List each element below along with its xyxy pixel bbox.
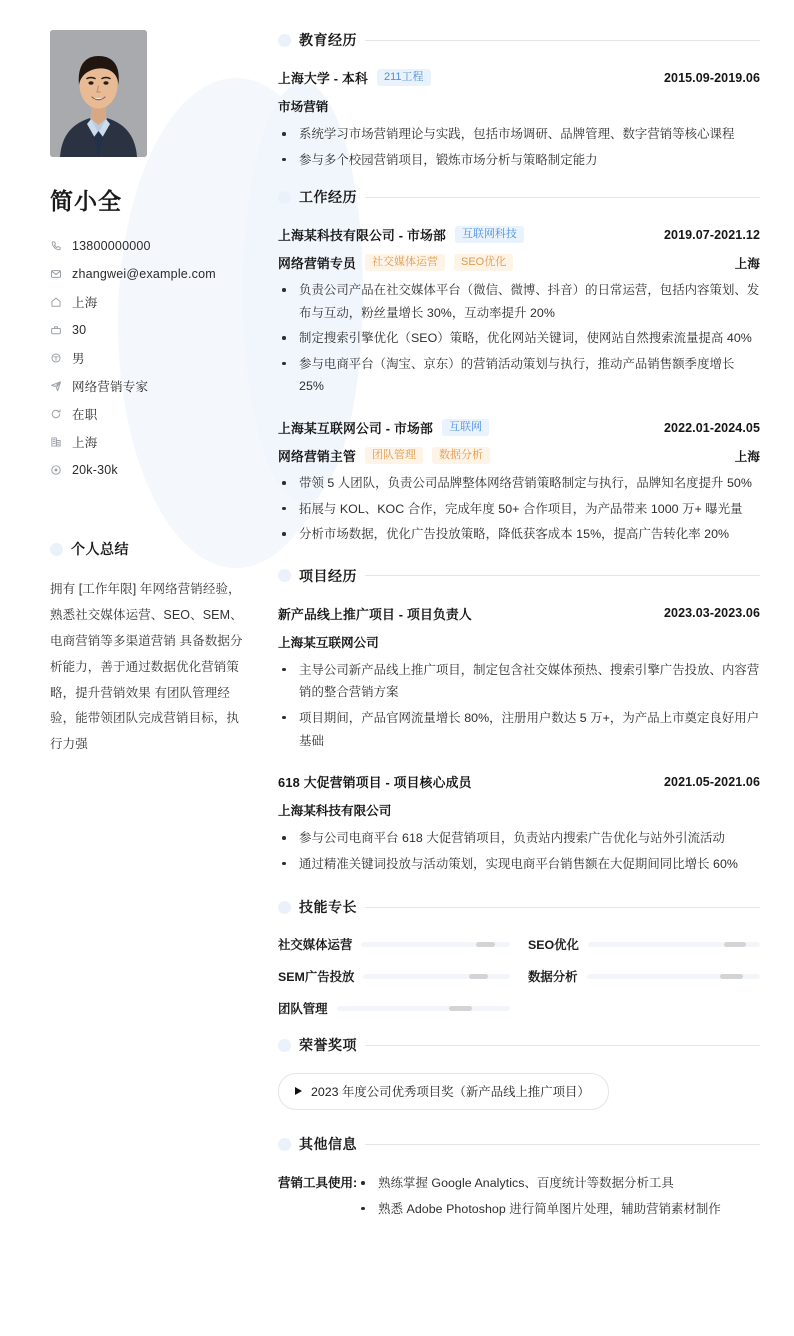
section-divider [365, 575, 760, 576]
skill-progress-fill [449, 1006, 472, 1011]
skill-label: SEM广告投放 [278, 970, 355, 985]
skill-row [528, 935, 760, 953]
work-section [278, 187, 760, 546]
project-date-range: 2021.05-2021.06 [663, 774, 760, 789]
skill-progress-track [588, 942, 760, 947]
project-company: 上海某科技有限公司 [278, 804, 392, 819]
page-title: 简小全 [50, 188, 122, 214]
contact-value: 13800000000 [72, 239, 151, 253]
contact-value: 上海 [72, 436, 98, 450]
entry-role-row [278, 446, 760, 465]
section-dot-icon [278, 1138, 291, 1151]
company-name: 上海某科技有限公司 - 市场部 [278, 228, 446, 244]
honor-label: 2023 年度公司优秀项目奖（新产品线上推广项目） [311, 1085, 590, 1100]
honor-item[interactable] [278, 1073, 609, 1110]
list-item: 参与电商平台（淘宝、京东）的营销活动策划与执行，推动产品销售额季度增长 25% [278, 353, 760, 398]
project-name: 618 大促营销项目 - 项目核心成员 [278, 775, 472, 791]
skill-tag: 团队管理 [365, 447, 423, 465]
education-tag: 211工程 [377, 69, 431, 87]
section-dot-icon [278, 901, 291, 914]
contact-phone[interactable] [50, 232, 246, 260]
building-icon [50, 436, 68, 448]
contact-age [50, 316, 246, 344]
work-section-header [278, 187, 760, 207]
list-item: 分析市场数据，优化广告投放策略，降低获客成本 15%，提高广告转化率 20% [278, 523, 760, 546]
contact-value: 网络营销专家 [72, 380, 149, 394]
education-section-header [278, 30, 760, 50]
work-section-title: 工作经历 [299, 189, 357, 206]
list-item: 通过精准关键词投放与活动策划，实现电商平台销售额在大促期间同比增长 60% [278, 853, 760, 876]
honors-section-title: 荣誉奖项 [299, 1037, 357, 1054]
project-section-title: 项目经历 [299, 567, 357, 584]
job-title: 网络营销主管 [278, 449, 356, 465]
project-name: 新产品线上推广项目 - 项目负责人 [278, 606, 472, 622]
section-divider [365, 40, 760, 41]
other-group-label: 营销工具使用: [278, 1176, 358, 1191]
section-dot-icon [278, 1039, 291, 1052]
summary-section-title: 个人总结 [71, 541, 129, 557]
list-item: 熟悉 Adobe Photoshop 进行简单图片处理，辅助营销素材制作 [357, 1198, 760, 1221]
list-item: 系统学习市场营销理论与实践，包括市场调研、品牌管理、数字营销等核心课程 [278, 123, 760, 146]
skill-progress-fill [476, 942, 495, 947]
contact-salary [50, 456, 246, 484]
contact-value: 上海 [72, 296, 98, 310]
industry-tag: 互联网 [442, 419, 489, 437]
mail-icon [50, 268, 68, 280]
list-item: 熟练掌握 Google Analytics、百度统计等数据分析工具 [357, 1172, 760, 1195]
contact-position [50, 372, 246, 400]
contact-value: 在职 [72, 408, 98, 422]
entry-header-row [278, 772, 760, 791]
section-dot-icon [50, 543, 63, 556]
project-section-header [278, 566, 760, 586]
work-bullets [278, 472, 760, 546]
skill-progress-fill [720, 974, 743, 979]
work-date-range: 2019.07-2021.12 [663, 227, 760, 242]
entry-header-row [278, 604, 760, 623]
skill-row [278, 935, 510, 953]
skill-row [528, 967, 760, 985]
entry-header-row [278, 68, 760, 87]
other-section-title: 其他信息 [299, 1136, 357, 1153]
skill-label: 团队管理 [278, 1002, 328, 1017]
skill-progress-fill [724, 942, 746, 947]
contact-city [50, 288, 246, 316]
avatar [50, 30, 147, 157]
play-triangle-icon [295, 1087, 302, 1095]
work-location: 上海 [734, 449, 760, 464]
briefcase-icon [50, 324, 68, 336]
contact-workplace [50, 428, 246, 456]
project-company: 上海某互联网公司 [278, 635, 379, 650]
work-bullets [278, 279, 760, 398]
list-item: 负责公司产品在社交媒体平台（微信、微博、抖音）的日常运营，包括内容策划、发布与互动，粉丝量增长 30%，互动率提升 20% [278, 279, 760, 324]
section-dot-icon [278, 191, 291, 204]
sidebar [50, 30, 264, 1336]
skills-section-header [278, 897, 760, 917]
skills-section-title: 技能专长 [299, 899, 357, 916]
education-entry [278, 68, 760, 171]
other-group [278, 1172, 760, 1223]
skill-progress-track [337, 1006, 510, 1011]
summary-section [50, 539, 246, 758]
project-date-range: 2023.03-2023.06 [663, 606, 760, 621]
education-date-range: 2015.09-2019.06 [663, 70, 760, 85]
phone-icon [50, 240, 68, 252]
school-name: 上海大学 - 本科 [278, 71, 368, 86]
skill-row [278, 967, 510, 985]
section-dot-icon [278, 34, 291, 47]
contact-status [50, 400, 246, 428]
honors-section-header [278, 1035, 760, 1055]
list-item: 制定搜索引擎优化（SEO）策略，优化网站关键词，使网站自然搜索流量提高 40% [278, 327, 760, 350]
skill-progress-fill [469, 974, 488, 979]
section-divider [365, 1045, 760, 1046]
section-divider [365, 907, 760, 908]
section-divider [365, 1144, 760, 1145]
education-bullets [278, 123, 760, 171]
contact-value: 30 [72, 323, 87, 337]
entry-header-row [278, 225, 760, 244]
honors-section [278, 1035, 760, 1130]
project-bullets [278, 659, 760, 752]
skill-label: SEO优化 [528, 938, 579, 953]
contact-list [50, 232, 246, 484]
other-bullets [357, 1172, 760, 1223]
project-entry [278, 604, 760, 752]
section-dot-icon [278, 569, 291, 582]
summary-text: 拥有 [工作年限] 年网络营销经验，熟悉社交媒体运营、SEO、SEM、电商营销等多渠道营销 具备数据分析能力，善于通过数据优化营销策略，提升营销效果 有团队管理经验，能带领团队完成营销目标，执行力强 [50, 582, 243, 752]
skills-grid [278, 935, 760, 1017]
skill-row [278, 999, 510, 1017]
work-location: 上海 [734, 256, 760, 271]
list-item: 带领 5 人团队，负责公司品牌整体网络营销策略制定与执行，品牌知名度提升 50% [278, 472, 760, 495]
work-entry [278, 225, 760, 398]
education-major: 市场营销 [278, 100, 329, 114]
company-name: 上海某互联网公司 - 市场部 [278, 421, 433, 437]
skills-section [278, 897, 760, 1017]
contact-gender [50, 344, 246, 372]
work-entry [278, 418, 760, 546]
other-section-header [278, 1134, 760, 1154]
contact-email[interactable] [50, 260, 246, 288]
entry-header-row [278, 418, 760, 437]
skill-label: 数据分析 [528, 970, 578, 985]
project-bullets [278, 827, 760, 875]
job-title: 网络营销专员 [278, 256, 356, 272]
skill-progress-track [361, 942, 510, 947]
skill-progress-track [363, 974, 510, 979]
list-item: 主导公司新产品线上推广项目，制定包含社交媒体预热、搜索引擎广告投放、内容营销的整合营销方案 [278, 659, 760, 704]
project-section [278, 566, 760, 875]
main-content [264, 30, 760, 1336]
contact-value: 男 [72, 352, 85, 366]
coin-icon [50, 464, 68, 476]
home-icon [50, 296, 68, 308]
skill-tag: 社交媒体运营 [365, 254, 445, 272]
list-item: 拓展与 KOL、KOC 合作，完成年度 50+ 合作项目，为产品带来 1000 万+ 曝光量 [278, 498, 760, 521]
skill-tag: 数据分析 [432, 447, 490, 465]
entry-role-row [278, 253, 760, 272]
list-item: 参与多个校园营销项目，锻炼市场分析与策略制定能力 [278, 149, 760, 172]
education-section-title: 教育经历 [299, 32, 357, 48]
refresh-icon [50, 408, 68, 420]
other-section [278, 1134, 760, 1223]
contact-value: zhangwei@example.com [72, 267, 216, 281]
project-entry [278, 772, 760, 875]
gender-icon [50, 352, 68, 364]
skill-tag: SEO优化 [454, 254, 513, 272]
list-item: 参与公司电商平台 618 大促营销项目，负责站内搜索广告优化与站外引流活动 [278, 827, 760, 850]
section-divider [365, 197, 760, 198]
summary-section-header [50, 539, 246, 559]
industry-tag: 互联网科技 [455, 226, 524, 244]
skill-label: 社交媒体运营 [278, 938, 353, 953]
skill-progress-track [587, 974, 760, 979]
list-item: 项目期间，产品官网流量增长 80%，注册用户数达 5 万+，为产品上市奠定良好用户基础 [278, 707, 760, 752]
send-icon [50, 380, 68, 392]
education-section [278, 30, 760, 171]
work-date-range: 2022.01-2024.05 [663, 420, 760, 435]
contact-value: 20k-30k [72, 463, 118, 477]
